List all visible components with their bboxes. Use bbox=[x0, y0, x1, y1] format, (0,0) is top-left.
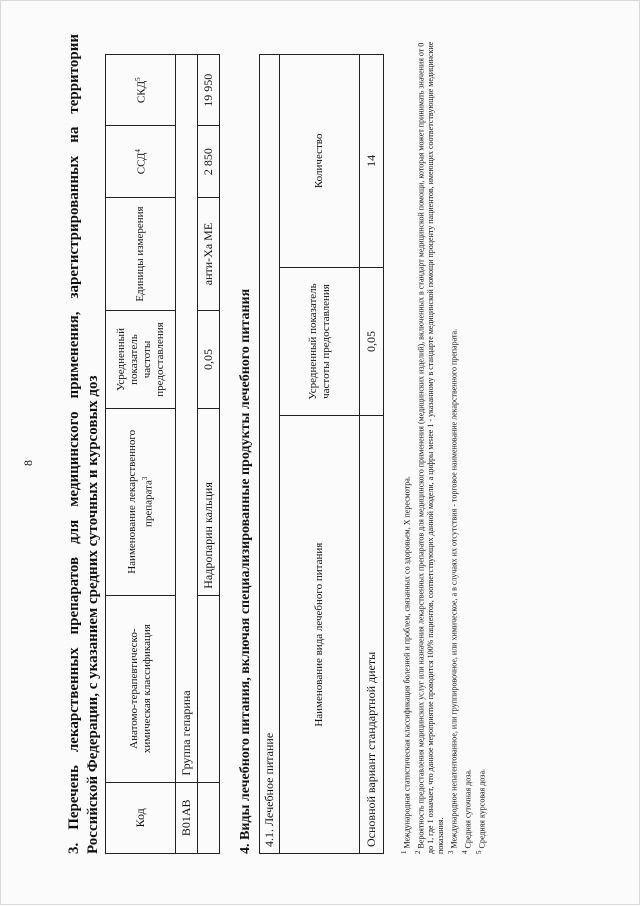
footnote-5-text: Средняя курсовая доза. bbox=[477, 769, 487, 849]
drug-atc-empty bbox=[198, 595, 220, 782]
section3-title-line1: 3. Перечень лекарственных препаратов для медицинского применения, зарегистрированных на территории bbox=[66, 34, 82, 854]
footnote-4-text: Средняя суточная доза. bbox=[463, 769, 473, 849]
header-frequency: Усредненный показатель частоты предоставления bbox=[106, 311, 176, 409]
drugs-table bbox=[105, 54, 220, 854]
drug-frequency: 0,05 bbox=[198, 311, 220, 409]
drug-skd: 19 950 bbox=[198, 55, 220, 126]
nutrition-subsection: 4.1. Лечебное питание bbox=[260, 55, 280, 854]
header-drug-name-text: Наименование лекарственного препарата bbox=[125, 429, 155, 574]
nutrition-header bbox=[280, 55, 360, 854]
footnote-1 bbox=[399, 34, 413, 854]
group-code: B01AB bbox=[176, 782, 198, 853]
footnote-2-text: Вероятность предоставления медицинских услуг или назначения лекарственных препаратов для медицинского применения (медицинских изделий), включенных в стандарт медицинской помощи, которая может принимать значения от 0 до 1, где 1 означает, что данное мероприятие проводится 100% пациентов, соответствующих данной модели, а цифры менее 1 - указанному в стандарте медицинской помощи проценту пациентов, имеющих соответствующие медицинские показания. bbox=[416, 41, 446, 854]
rotated-content bbox=[1, 1, 640, 906]
drug-name: Надропарин кальция bbox=[198, 408, 220, 595]
nutrition-name: Основной вариант стандартной диеты bbox=[360, 416, 384, 854]
header-units: Единицы измерения bbox=[106, 197, 176, 310]
group-row bbox=[176, 55, 198, 854]
drug-code-empty bbox=[198, 782, 220, 853]
nutrition-table bbox=[259, 54, 384, 854]
footnote-3-text: Международное непатентованное, или группировочное, или химическое, а в случаях их отсутствия - торговое наименование лекарственного препарата. bbox=[449, 328, 459, 849]
nutrition-quantity: 14 bbox=[360, 55, 384, 268]
nutrition-row bbox=[360, 55, 384, 854]
header-nutrition-frequency: Усредненный показатель частоты предоставления bbox=[280, 267, 360, 416]
drugs-table-header bbox=[106, 55, 176, 854]
header-ssd-footnote: 4 bbox=[134, 149, 143, 153]
footnote-1-text: Международная статистическая классификация болезней и проблем, связанных со здоровьем, X пересмотра. bbox=[402, 476, 412, 849]
drug-ssd: 2 850 bbox=[198, 126, 220, 197]
footnote-1-num: 1 bbox=[400, 850, 408, 854]
drug-units: анти-Xa МЕ bbox=[198, 197, 220, 310]
nutrition-subsection-row bbox=[260, 55, 280, 854]
footnotes bbox=[399, 34, 487, 854]
header-atc: Анатомо-терапевтическо-химическая классификация bbox=[106, 595, 176, 782]
header-drug-name-footnote: 3 bbox=[140, 476, 149, 481]
header-skd bbox=[106, 55, 176, 126]
header-code: Код bbox=[106, 782, 176, 853]
nutrition-frequency: 0,05 bbox=[360, 267, 384, 416]
footnote-5 bbox=[474, 34, 488, 854]
drug-row bbox=[198, 55, 220, 854]
page-number: 8 bbox=[21, 460, 35, 466]
header-nutrition-name: Наименование вида лечебного питания bbox=[280, 416, 360, 854]
footnote-5-num: 5 bbox=[474, 850, 483, 854]
footnote-4-num: 4 bbox=[460, 850, 469, 854]
section3-title-line2: Российской Федерации, с указанием средних суточных и курсовых доз bbox=[85, 375, 101, 854]
header-ssd bbox=[106, 126, 176, 197]
footnote-4 bbox=[460, 34, 474, 854]
header-drug-name bbox=[106, 408, 176, 595]
footnote-3-num: 3 bbox=[447, 850, 456, 854]
header-ssd-text: ССД bbox=[135, 152, 148, 175]
header-skd-text: СКД bbox=[135, 80, 148, 104]
header-quantity: Количество bbox=[280, 55, 360, 268]
group-atc: Группа гепарина bbox=[176, 55, 198, 783]
footnote-2 bbox=[413, 34, 447, 854]
footnote-2-num: 2 bbox=[413, 850, 422, 854]
header-skd-footnote: 5 bbox=[134, 77, 143, 81]
section4-title: 4. Виды лечебного питания, включая специализированные продукты лечебного питания bbox=[238, 288, 253, 854]
footnote-3 bbox=[446, 34, 460, 854]
